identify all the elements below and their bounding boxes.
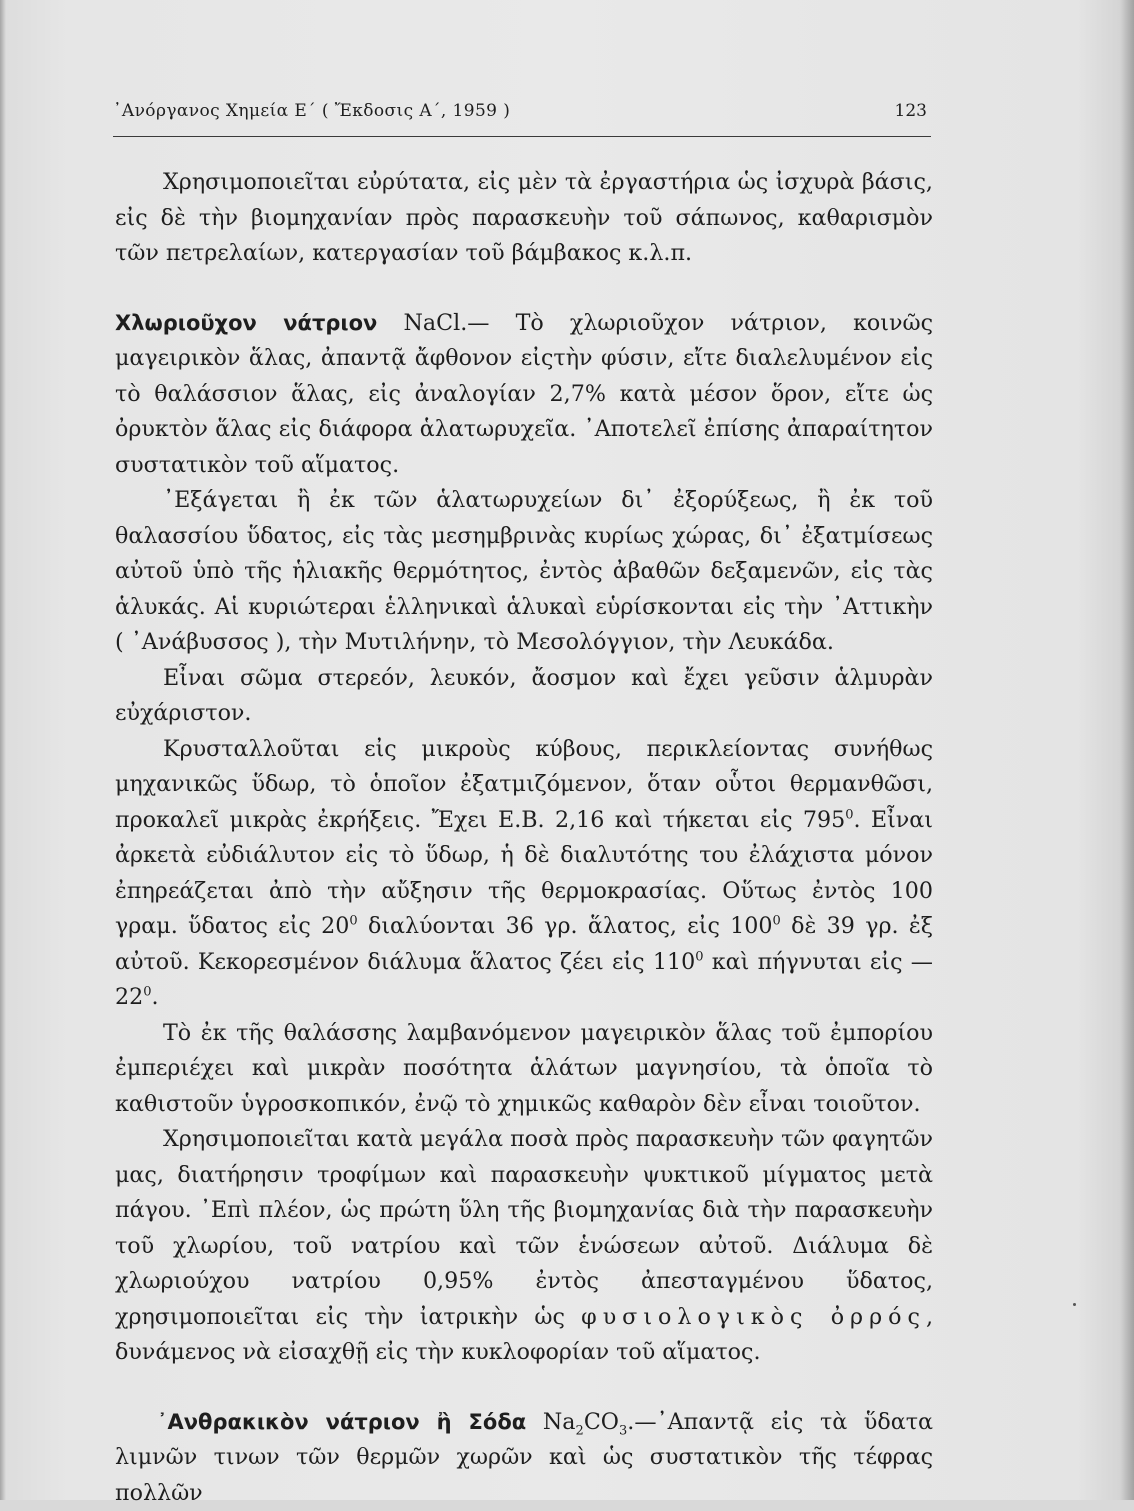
- scan-speck: [1073, 1303, 1076, 1306]
- page-right-shadow: [1120, 0, 1134, 1500]
- degree-mark: 0: [773, 914, 781, 929]
- formula-nacl: NaCl.: [403, 310, 467, 336]
- formula-subscript: 3: [619, 1423, 627, 1438]
- section-soda: [115, 1405, 933, 1511]
- formula-part: .: [627, 1409, 634, 1435]
- section-heading-nacl: Χλωριοῦχον νάτριον: [115, 311, 377, 335]
- degree-mark: 0: [349, 914, 357, 929]
- text-segment: καὶ πήγνυται εἰς —22: [115, 949, 933, 1011]
- formula-part: Na: [543, 1409, 576, 1435]
- page-body: [115, 165, 933, 1511]
- degree-mark: 0: [143, 985, 151, 1000]
- text-segment: δὲ 39 γρ. ἐξ αὐτοῦ. Κεκορεσμένον διάλυμα ἅλατος ζέει εἰς 110: [115, 913, 933, 975]
- text-segment: Χρησιμοποιεῖται κατὰ μεγάλα ποσὰ πρὸς παρασκευὴν τῶν φαγητῶν μας, διατήρησιν τροφίμων καὶ παρασκευὴν ψυκτικοῦ μίγματος μετὰ πάγου. ᾿Επὶ πλέον, ὡς πρώτη ὕλη τῆς βιομηχανίας διὰ τὴν παρασκευὴν τοῦ χλωρίου, τοῦ νατρίου καὶ τῶν ἑνώσεων αὐτοῦ. Διάλυμα δὲ χλωριούχου νατρίου 0,95% ἐντὸς ἀπεσταγμένου ὕδατος, χρησιμοποιεῖται εἰς τὴν ἰατρικὴν ὡς: [115, 1126, 933, 1330]
- paragraph-nacl-intro: — Τὸ χλωριοῦχον νάτριον, κοινῶς μαγειρικὸν ἅλας, ἀπαντᾷ ἄφθονον εἰςτὴν φύσιν, εἴτε διαλελυμένον εἰς τὸ θαλάσσιον ἅλας, εἰς ἀναλογίαν 2,7% κατὰ μέσον ὅρον, εἴτε ὡς ὀρυκτὸν ἅλας εἰς διάφορα ἁλατωρυχεῖα. ᾿Αποτελεῖ ἐπίσης ἀπαραίτητον συστατικὸν τοῦ αἵματος.: [115, 310, 933, 478]
- page-number: 123: [895, 101, 927, 121]
- section-heading-soda: ᾿Ανθρακικὸν νάτριον ἢ Σόδα: [157, 1410, 526, 1434]
- formula-soda: [543, 1409, 634, 1435]
- spaced-term: φυσιολογικὸς ὀρρός: [581, 1304, 926, 1330]
- paragraph-extraction: ᾿Εξάγεται ἢ ἐκ τῶν ἁλατωρυχείων δι᾿ ἐξορύξεως, ἢ ἐκ τοῦ θαλασσίου ὕδατος, εἰς τὰς μεσημβρινὰς κυρίως χώρας, δι᾿ ἐξατμίσεως αὐτοῦ ὑπὸ τῆς ἡλιακῆς θερμότητος, ἐντὸς ἀβαθῶν δεξαμενῶν, εἰς τὰς ἁλυκάς. Αἱ κυριώτεραι ἑλληνικαὶ ἁλυκαὶ εὑρίσκονται εἰς τὴν ᾿Αττικὴν ( ᾿Ανάβυσσος ), τὴν Μυτιλήνην, τὸ Μεσολόγγιον, τὴν Λευκάδα.: [115, 483, 933, 661]
- formula-part: CO: [584, 1409, 619, 1435]
- text-segment: , δυνάμενος νὰ εἰσαχθῇ εἰς τὴν κυκλοφορίαν τοῦ αἵματος.: [115, 1304, 933, 1366]
- text-segment: . Εἶναι ἀρκετὰ εὐδιάλυτον εἰς τὸ ὕδωρ, ἡ δὲ διαλυτότης του ἐλάχιστα μόνον ἐπηρεάζεται ἀπὸ τὴν αὔξησιν τῆς θερμοκρασίας. Οὕτως ἐντὸς 100 γραμ. ὕδατος εἰς 20: [115, 807, 933, 940]
- paragraph-uses-nacl: [115, 1122, 933, 1371]
- degree-mark: 0: [845, 807, 853, 822]
- paragraph-crystallization: [115, 732, 933, 1016]
- degree-mark: 0: [695, 949, 703, 964]
- section-nacl: [115, 306, 933, 484]
- paragraph-properties: Εἶναι σῶμα στερεόν, λευκόν, ἄοσμον καὶ ἔχει γεῦσιν ἁλμυρὰν εὐχάριστον.: [115, 661, 933, 732]
- paragraph-commercial-salt: Τὸ ἐκ τῆς θαλάσσης λαμβανόμενον μαγειρικὸν ἅλας τοῦ ἐμπορίου ἐμπεριέχει καὶ μικρὰν ποσότητα ἁλάτων μαγνησίου, τὰ ὁποῖα τὸ καθιστοῦν ὑγροσκοπικόν, ἐνῷ τὸ χημικῶς καθαρὸν δὲν εἶναι τοιοῦτον.: [115, 1016, 933, 1123]
- formula-subscript: 2: [576, 1423, 584, 1438]
- header-title: ᾿Ανόργανος Χημεία Ε΄ ( Ἔκδοσις Α΄, 1959 ): [113, 101, 510, 121]
- page-left-edge: [0, 0, 6, 1500]
- text-segment: .: [152, 984, 159, 1010]
- text-segment: Κρυσταλλοῦται εἰς μικροὺς κύβους, περικλείοντας συνήθως μηχανικῶς ὕδωρ, τὸ ὁποῖον ἐξατμιζόμενον, ὅταν οὗτοι θερμανθῶσι, προκαλεῖ μικρὰς ἐκρήξεις. Ἔχει Ε.Β. 2,16 καὶ τήκεται εἰς 795: [115, 736, 933, 833]
- paragraph-soda-intro: —᾿Απαντᾷ εἰς τὰ ὕδατα λιμνῶν τινων τῶν θερμῶν χωρῶν καὶ ὡς συστατικὸν τῆς τέφρας πολλῶν: [115, 1409, 933, 1506]
- text-segment: διαλύονται 36 γρ. ἅλατος, εἰς 100: [358, 913, 773, 939]
- running-header: [113, 98, 931, 137]
- paragraph-usage-naoh: Χρησιμοποιεῖται εὐρύτατα, εἰς μὲν τὰ ἐργαστήρια ὡς ἰσχυρὰ βάσις, εἰς δὲ τὴν βιομηχανίαν πρὸς παρασκευὴν τοῦ σάπωνος, καθαρισμὸν τῶν πετρελαίων, κατεργασίαν τοῦ βάμβακος κ.λ.π.: [115, 165, 933, 272]
